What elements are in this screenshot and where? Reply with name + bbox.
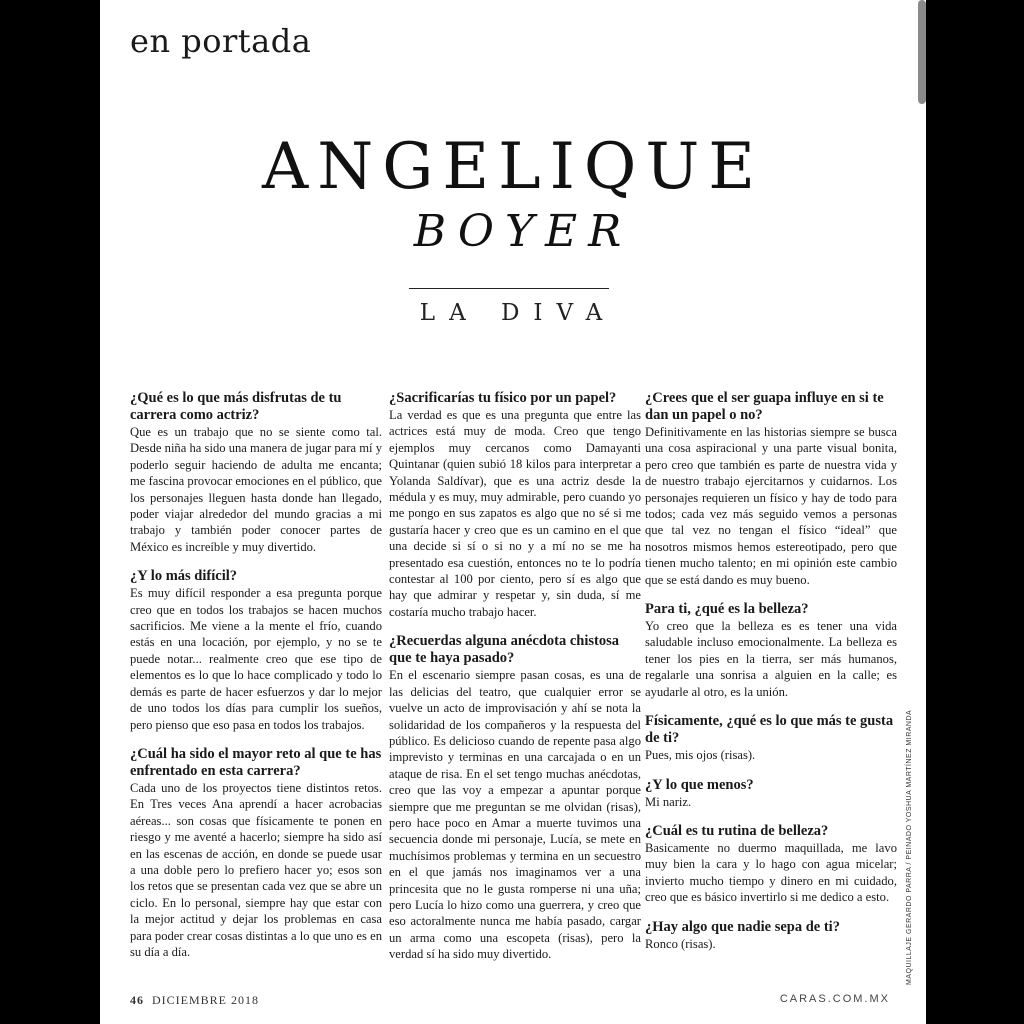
answer: Pues, mis ojos (risas). xyxy=(645,748,756,763)
scrollbar-thumb[interactable] xyxy=(918,0,926,104)
column-1 xyxy=(130,390,382,973)
title-first-name: ANGELIQUE xyxy=(262,130,764,204)
question: ¿Cuál es tu rutina de belleza? xyxy=(645,822,829,839)
question: ¿Cuál ha sido el mayor reto al que te has enfrentado en esta carrera? xyxy=(130,745,382,779)
section-label: en portada xyxy=(130,22,312,60)
question: ¿Qué es lo que más disfrutas de tu carrera como actriz? xyxy=(130,390,342,423)
question: ¿Recuerdas alguna anécdota chistosa que te haya pasado? xyxy=(389,633,619,667)
issue-date: DICIEMBRE 2018 xyxy=(152,993,259,1007)
question: ¿Y lo más difícil? xyxy=(130,568,238,585)
column-3 xyxy=(645,390,897,965)
photo-credits: MAQUILLAJE GERARDO PARRA / PEINADO YOSHUA MARTÍNEZ MIRANDA xyxy=(906,709,913,985)
question: ¿Hay algo que nadie sepa de ti? xyxy=(645,918,840,935)
title-divider xyxy=(409,288,609,289)
question: Para ti, ¿qué es la belleza? xyxy=(645,601,809,618)
question: ¿Sacrificarías tu físico por un papel? xyxy=(389,390,617,406)
magazine-page xyxy=(100,0,926,1024)
question: Físicamente, ¿qué es lo que más te gusta de ti? xyxy=(645,713,894,747)
answer: Yo creo que la belleza es es tener una vida saludable incluso emocionalmente. La belleza es tener los pies en la tierra, ser más humanos, regalarle una sonrisa a alguien en la calle; es ayudarle al otro, es la unión. xyxy=(645,619,897,699)
answer: En el escenario siempre pasan cosas, es una de las delicias del teatro, que cualquier error se vuelve un acto de improvisación y ahí se nota la solidaridad de los compañeros y la respuesta del público. Es delicioso cuando de repente pasa algo imprevisto y terminas en una carcajada o en un ataque de risa. En el set tengo muchas anécdotas, creo que las voy a empezar a apuntar porque siempre que me preguntan se me olvidan (risas), pero hace poco en Amar a muerte tuvimos una secuencia donde mi personaje, Lucía, se mete en muchísimos problemas y termina en un secuestro en el que jamás nos imaginamos ver a una princesita que no le gusta romperse ni una uña; pero Lucía lo hizo como una guerrera, y creo que eso actoralmente nunca me había pasado, cargar un arma como una escopeta (risas), pero la verdad sí ha sido muy divertido. xyxy=(389,668,641,962)
answer: Es muy difícil responder a esa pregunta porque creo que en todos los trabajos se hacen muchos sacrificios. Me viene a la mente el frío, cuando estás en una locación, por ejemplo, y no se te puede notar... realmente creo que ese tipo de elementos es lo que lo hace complicado y todo lo demás es parte de hacer esfuerzos y dar lo mejor de uno todos los días para cumplir los sueños, pero pienso que eso pasa en todos los trabajos. xyxy=(130,586,382,732)
answer: Que es un trabajo que no se siente como tal. Desde niña ha sido una manera de jugar para mí y poderlo seguir haciendo de adulta me encanta; me fascina provocar emociones en el público, que los personajes lleguen hasta donde han llegado, poder viajar alrededor del mundo gracias a mi trabajo y también poder conocer partes de México es increíble y muy divertido. xyxy=(130,425,382,554)
answer: La verdad es que es una pregunta que entre las actrices está muy de moda. Creo que tengo ejemplos muy cercanos como Damayanti Quintanar (quien subió 18 kilos para interpretar a Yolanda Saldívar), que es una actriz desde la médula y es muy, muy admirable, pero cuando yo me pongo en sus zapatos es algo que no sé si me gustaría hacer y creo que es un camino en el que una decide si sí o si no y a mí no se me ha presentado esa cuestión, entonces no te lo podría contestar al 100 por ciento, pero sí es algo que hay que admirar y respetar y, sin duda, sí me costaría mucho trabajo hacer. xyxy=(389,408,641,619)
footer-left xyxy=(130,993,259,1008)
question: ¿Y lo que menos? xyxy=(645,776,754,793)
title-subtitle: LA DIVA xyxy=(419,300,617,326)
page-number: 46 xyxy=(130,993,144,1007)
footer-site: CARAS.COM.MX xyxy=(779,993,890,1005)
question: ¿Crees que el ser guapa influye en si te dan un papel o no? xyxy=(645,390,884,423)
answer: Ronco (risas). xyxy=(645,936,716,951)
answer: Mi nariz. xyxy=(645,794,692,809)
column-2 xyxy=(389,390,641,976)
answer: Basicamente no duermo maquillada, me lavo muy bien la cara y lo hago con agua micelar; invierto mucho tiempo y dinero en mi cuidado, creo que es básico invertirlo si me dedico a esto. xyxy=(645,840,897,905)
answer: Definitivamente en las historias siempre se busca una cosa aspiracional y una parte visual bonita, pero creo que también es parte de nuestra vida y de nuestro trabajo ejercitarnos y cuidarnos. Los personajes requieren un físico y hay de todo para todos; cada vez más seguido vemos a personas que tal vez no tengan el físico “ideal” que nosotros mismos hemos estereotipado, pero que tienen mucho talento; en mi opinión este cambio que se está dando es muy bueno. xyxy=(645,425,897,587)
title-last-name: BOYER xyxy=(413,206,633,257)
answer: Cada uno de los proyectos tiene distintos retos. En Tres veces Ana aprendí a hacer acrobacias aéreas... son cosas que físicamente te ponen en riesgo y me aventé a hacerlo; siempre ha sido así en las escenas de acción, en donde se puede usar a una doble pero lo prefiero hacer yo; esos son los retos que se presentan cada vez que se abre un ciclo. En lo personal, siempre hay que estar con la mejor actitud y dejar los problemas en casa para poder crear cosas distintas a lo que uno es en su día a día. xyxy=(130,780,382,959)
